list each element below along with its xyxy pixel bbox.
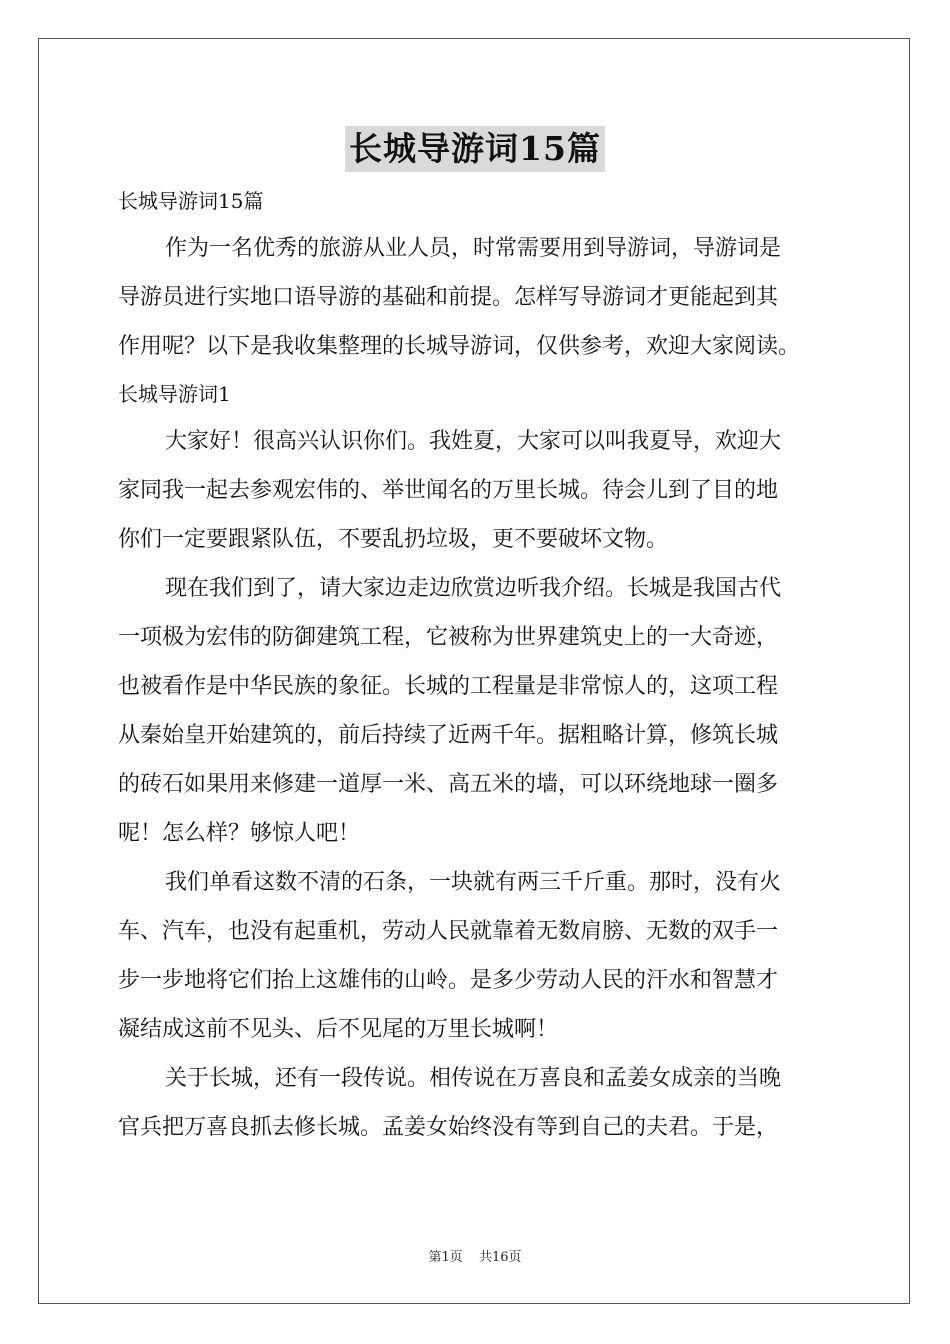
document-body <box>118 178 834 1152</box>
text-line: 车、汽车，也没有起重机，劳动人民就靠着无数肩膀、无数的双手一 <box>118 919 779 944</box>
intro-paragraph <box>118 224 834 371</box>
paragraph-3 <box>118 858 834 1054</box>
page-total: 共16页 <box>478 1250 522 1265</box>
text-line: 作用呢？以下是我收集整理的长城导游词，仅供参考，欢迎大家阅读。 <box>118 334 801 359</box>
page-footer <box>0 1246 950 1265</box>
paragraph-2 <box>118 564 834 858</box>
title-container <box>0 126 950 172</box>
text-line: 大家好！很高兴认识你们。我姓夏，大家可以叫我夏导，欢迎大 <box>165 429 782 454</box>
document-subtitle: 长城导游词15篇 <box>118 189 264 213</box>
text-line: 也被看作是中华民族的象征。长城的工程量是非常惊人的，这项工程 <box>118 674 779 699</box>
page-number: 第1页 <box>428 1250 463 1265</box>
paragraph-1 <box>118 417 834 564</box>
text-line: 凝结成这前不见头、后不见尾的万里长城啊！ <box>118 1017 559 1042</box>
text-line: 官兵把万喜良抓去修长城。孟姜女始终没有等到自己的夫君。于是， <box>118 1115 779 1140</box>
text-line: 你们一定要跟紧队伍，不要乱扔垃圾，更不要破坏文物。 <box>118 527 669 552</box>
section-heading: 长城导游词1 <box>118 382 231 406</box>
text-line: 家同我一起去参观宏伟的、举世闻名的万里长城。待会儿到了目的地 <box>118 478 779 503</box>
paragraph-4 <box>118 1054 834 1152</box>
text-line: 我们单看这数不清的石条，一块就有两三千斤重。那时，没有火 <box>165 870 782 895</box>
text-line: 一项极为宏伟的防御建筑工程，它被称为世界建筑史上的一大奇迹， <box>118 625 779 650</box>
text-line: 的砖石如果用来修建一道厚一米、高五米的墙，可以环绕地球一圈多 <box>118 772 779 797</box>
text-line: 呢！怎么样？够惊人吧！ <box>118 821 361 846</box>
document-title: 长城导游词15篇 <box>345 126 605 172</box>
text-line: 关于长城，还有一段传说。相传说在万喜良和孟姜女成亲的当晚 <box>165 1066 782 1091</box>
text-line: 从秦始皇开始建筑的，前后持续了近两千年。据粗略计算，修筑长城 <box>118 723 779 748</box>
text-line: 现在我们到了，请大家边走边欣赏边听我介绍。长城是我国古代 <box>165 576 782 601</box>
text-line: 导游员进行实地口语导游的基础和前提。怎样写导游词才更能起到其 <box>118 285 779 310</box>
text-line: 作为一名优秀的旅游从业人员，时常需要用到导游词，导游词是 <box>165 236 782 261</box>
text-line: 步一步地将它们抬上这雄伟的山岭。是多少劳动人民的汗水和智慧才 <box>118 968 779 993</box>
